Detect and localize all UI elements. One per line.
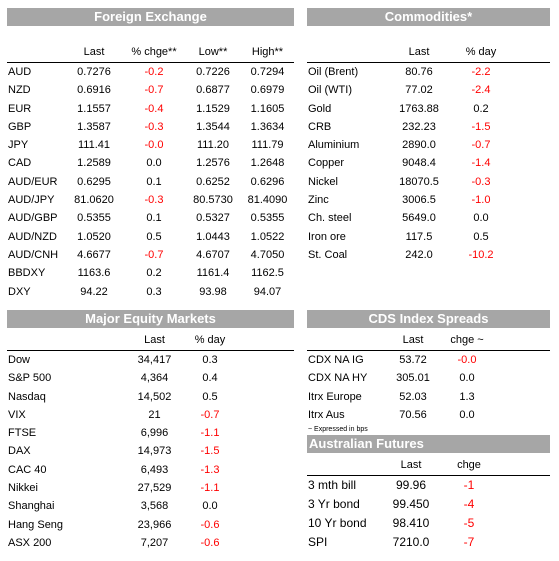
fx-col-last: Last: [83, 46, 105, 58]
cds-cell-chg: 1.3: [459, 390, 475, 403]
commodities-row: [307, 246, 550, 264]
commodities-header-row: [307, 42, 550, 62]
fx-row: [7, 154, 294, 172]
cds-col-last: Last: [402, 334, 424, 346]
commodities-cell-chg: 0.5: [473, 230, 489, 243]
equity-cell-last: 27,529: [137, 482, 172, 495]
commodities-cell-chg: 0.2: [473, 102, 489, 115]
equity-cell-chg: -0.6: [200, 518, 220, 531]
equity-row: [7, 497, 294, 515]
fx-row: [7, 228, 294, 246]
fx-cell-low: 1.0443: [196, 230, 230, 243]
fx-cell-chg: 0.0: [146, 157, 162, 170]
cds-row: [307, 369, 550, 387]
equity-cell-last: 4,364: [140, 372, 169, 385]
fx-cell-high: 111.79: [251, 139, 284, 152]
commodities-row: [307, 209, 550, 227]
commodities-cell-name: Aluminium: [308, 139, 360, 152]
commodities-body: [307, 63, 550, 264]
commodities-cell-chg: -1.0: [471, 194, 491, 207]
commodities-cell-last: 117.5: [405, 230, 433, 243]
fx-cell-last: 111.41: [77, 139, 110, 152]
cds-body: [307, 351, 550, 424]
equity-row: [7, 534, 294, 552]
fx-row: [7, 100, 294, 118]
commodities-cell-name: Gold: [308, 102, 332, 115]
futures-cell-name: 10 Yr bond: [308, 516, 367, 530]
fx-cell-last: 0.7276: [77, 66, 111, 78]
futures-row: [307, 476, 550, 495]
equity-cell-name: FTSE: [8, 427, 37, 440]
fx-row: [7, 191, 294, 209]
fx-cell-chg: 0.2: [146, 267, 162, 280]
equity-cell-chg: 0.3: [202, 354, 218, 366]
commodities-cell-last: 18070.5: [399, 175, 439, 188]
cds-cell-last: 52.03: [399, 390, 427, 403]
futures-row: [307, 514, 550, 533]
fx-cell-name: AUD/CNH: [8, 248, 59, 261]
fx-cell-high: 1.3634: [250, 120, 285, 133]
commodities-cell-chg: -2.4: [471, 84, 491, 97]
equity-col-chg: % day: [194, 334, 226, 346]
equity-cell-name: Nikkei: [8, 482, 38, 495]
futures-cell-name: 3 mth bill: [308, 478, 357, 492]
commodities-panel: [307, 8, 550, 264]
cds-header-row: [307, 330, 550, 350]
cds-cell-name: CDX NA IG: [308, 354, 364, 366]
equity-cell-chg: -1.5: [200, 445, 220, 458]
equity-cell-chg: -1.3: [200, 463, 220, 476]
fx-cell-name: NZD: [8, 84, 31, 97]
equity-cell-last: 7,207: [140, 536, 169, 549]
fx-cell-low: 111.20: [196, 139, 229, 152]
fx-cell-low: 80.5730: [193, 194, 233, 207]
equity-row: [7, 516, 294, 534]
fx-cell-low: 4.6707: [196, 248, 230, 261]
cds-col-chg: chge ~: [450, 334, 484, 346]
cds-cell-last: 305.01: [396, 372, 430, 385]
fx-cell-last: 1.1557: [77, 102, 111, 115]
cds-row: [307, 351, 550, 369]
fx-cell-name: GBP: [8, 120, 32, 133]
equity-cell-last: 6,996: [140, 427, 169, 440]
equity-panel: [7, 310, 294, 552]
equity-body: [7, 351, 294, 552]
futures-header-row: [307, 455, 550, 475]
futures-panel: [307, 435, 550, 552]
fx-cell-high: 1162.5: [251, 267, 284, 280]
fx-cell-high: 1.1605: [250, 102, 285, 115]
equity-col-name: [7, 330, 127, 350]
commodities-row: [307, 154, 550, 172]
fx-cell-high: 1.0522: [250, 230, 285, 243]
fx-cell-high: 0.6296: [250, 175, 285, 188]
futures-cell-chg: -7: [463, 535, 475, 549]
fx-row: [7, 209, 294, 227]
fx-row: [7, 173, 294, 191]
commodities-col-last: Last: [408, 46, 430, 58]
equity-cell-name: ASX 200: [8, 536, 52, 549]
equity-row: [7, 424, 294, 442]
fx-cell-chg: -0.7: [144, 84, 164, 97]
futures-cell-chg: -1: [463, 478, 475, 492]
cds-cell-name: CDX NA HY: [308, 372, 368, 385]
cds-cell-chg: -0.0: [457, 354, 477, 366]
cds-cell-name: Itrx Europe: [308, 390, 362, 403]
cds-row: [307, 388, 550, 406]
fx-row: [7, 246, 294, 264]
commodities-cell-chg: -10.2: [468, 248, 494, 261]
equity-cell-chg: 0.4: [202, 372, 218, 385]
commodities-row: [307, 191, 550, 209]
cds-col-name: [307, 330, 387, 350]
futures-col-chg: chge: [457, 459, 481, 471]
commodities-col-name: [307, 42, 387, 62]
fx-cell-chg: 0.5: [146, 230, 162, 243]
commodities-cell-chg: -1.5: [471, 120, 491, 133]
fx-cell-chg: -0.0: [144, 139, 164, 152]
cds-cell-chg: 0.0: [459, 372, 475, 385]
fx-cell-low: 1.3544: [196, 120, 230, 133]
futures-col-name: [307, 455, 383, 475]
commodities-cell-name: Iron ore: [308, 230, 346, 243]
commodities-title: Commodities*: [307, 8, 550, 26]
fx-cell-high: 0.6979: [250, 84, 285, 97]
equity-cell-chg: -0.6: [200, 536, 220, 549]
fx-cell-name: CAD: [8, 157, 32, 170]
commodities-cell-last: 9048.4: [402, 157, 436, 170]
fx-row: [7, 81, 294, 99]
fx-row: [7, 63, 294, 81]
cds-note: ~ Expressed in bps: [308, 426, 368, 434]
equity-cell-last: 14,502: [137, 390, 172, 403]
commodities-cell-chg: -1.4: [471, 157, 491, 170]
equity-cell-last: 34,417: [137, 354, 172, 366]
equity-cell-chg: -0.7: [200, 408, 220, 421]
cds-cell-name: Itrx Aus: [308, 408, 345, 421]
fx-cell-name: DXY: [8, 285, 31, 298]
cds-row: [307, 406, 550, 424]
fx-col-high: High**: [251, 46, 284, 58]
fx-cell-last: 81.0620: [74, 194, 114, 207]
equity-cell-last: 6,493: [140, 463, 169, 476]
fx-cell-low: 1.2576: [196, 157, 230, 170]
commodities-cell-name: St. Coal: [308, 248, 348, 261]
fx-cell-name: AUD/GBP: [8, 212, 58, 225]
fx-cell-last: 0.5355: [77, 212, 111, 225]
commodities-cell-name: Zinc: [308, 194, 329, 207]
commodities-cell-chg: -0.3: [471, 175, 491, 188]
equity-cell-chg: -1.1: [200, 482, 220, 495]
equity-cell-name: CAC 40: [8, 463, 47, 476]
commodities-cell-name: Ch. steel: [308, 212, 352, 225]
futures-cell-last: 7210.0: [392, 535, 430, 549]
fx-cell-chg: -0.4: [144, 102, 164, 115]
commodities-table: [307, 42, 550, 62]
equity-row: [7, 479, 294, 497]
fx-cell-chg: -0.2: [144, 66, 164, 78]
commodities-cell-last: 80.76: [405, 66, 433, 78]
commodities-cell-name: Oil (WTI): [308, 84, 352, 97]
futures-cell-chg: -4: [463, 497, 475, 511]
equity-cell-last: 23,966: [137, 518, 172, 531]
fx-table: [7, 42, 294, 62]
futures-table: [307, 455, 550, 475]
fx-cell-last: 94.22: [80, 285, 108, 298]
fx-cell-low: 1.1529: [196, 102, 230, 115]
equity-row: [7, 461, 294, 479]
commodities-row: [307, 228, 550, 246]
futures-row: [307, 495, 550, 514]
futures-cell-last: 98.410: [392, 516, 430, 530]
commodities-cell-chg: -2.2: [471, 66, 491, 78]
fx-cell-chg: -0.3: [144, 120, 164, 133]
commodities-cell-name: Nickel: [308, 175, 338, 188]
commodities-col-chg: % day: [465, 46, 497, 58]
equity-row: [7, 406, 294, 424]
fx-cell-chg: 0.1: [146, 175, 162, 188]
fx-cell-name: JPY: [8, 139, 29, 152]
fx-col-chg: % chge**: [131, 46, 177, 58]
fx-cell-name: BBDXY: [8, 267, 46, 280]
commodities-cell-last: 2890.0: [402, 139, 436, 152]
fx-cell-high: 0.5355: [250, 212, 285, 225]
fx-row: [7, 136, 294, 154]
equity-col-last: Last: [144, 334, 165, 346]
equity-cell-last: 3,568: [140, 500, 169, 513]
fx-col-low: Low**: [198, 46, 228, 58]
fx-cell-low: 0.7226: [196, 66, 230, 78]
fx-cell-high: 94.07: [253, 285, 282, 298]
fx-cell-last: 0.6295: [77, 175, 111, 188]
fx-row: [7, 118, 294, 136]
fx-cell-chg: -0.7: [144, 248, 164, 261]
equity-cell-chg: 0.0: [202, 500, 218, 513]
fx-row: [7, 283, 294, 301]
equity-cell-name: Hang Seng: [8, 518, 64, 531]
equity-cell-last: 14,973: [137, 445, 172, 458]
fx-row: [7, 264, 294, 282]
commodities-cell-chg: 0.0: [473, 212, 489, 225]
commodities-cell-last: 3006.5: [402, 194, 436, 207]
fx-cell-low: 0.6252: [196, 175, 230, 188]
equity-row: [7, 369, 294, 387]
cds-cell-last: 70.56: [399, 408, 427, 421]
futures-cell-last: 99.450: [392, 497, 430, 511]
futures-cell-last: 99.96: [395, 478, 427, 492]
equity-cell-name: DAX: [8, 445, 31, 458]
equity-cell-chg: 0.5: [202, 390, 218, 403]
fx-cell-last: 0.6916: [77, 84, 111, 97]
equity-title: Major Equity Markets: [7, 310, 294, 328]
commodities-row: [307, 118, 550, 136]
commodities-row: [307, 173, 550, 191]
cds-cell-chg: 0.0: [459, 408, 475, 421]
commodities-cell-last: 5649.0: [402, 212, 436, 225]
cds-cell-last: 53.72: [399, 354, 427, 366]
commodities-cell-last: 1763.88: [399, 102, 439, 115]
cds-table: [307, 330, 550, 350]
fx-cell-chg: 0.1: [146, 212, 162, 225]
equity-header-row: [7, 330, 294, 350]
commodities-row: [307, 81, 550, 99]
fx-cell-low: 0.6877: [196, 84, 230, 97]
commodities-cell-chg: -0.7: [471, 139, 491, 152]
fx-header-row: [7, 42, 294, 62]
fx-cell-name: AUD/JPY: [8, 194, 55, 207]
futures-title: Australian Futures: [307, 435, 550, 453]
equity-row: [7, 442, 294, 460]
fx-body: [7, 63, 294, 301]
equity-cell-name: Shanghai: [8, 500, 55, 513]
futures-cell-chg: -5: [463, 516, 475, 530]
commodities-cell-last: 242.0: [405, 248, 433, 261]
fx-cell-chg: -0.3: [144, 194, 164, 207]
fx-cell-low: 0.5327: [196, 212, 230, 225]
futures-body: [307, 476, 550, 552]
fx-cell-last: 1.2589: [77, 157, 111, 170]
equity-cell-name: Dow: [8, 354, 31, 366]
futures-cell-name: 3 Yr bond: [308, 497, 360, 511]
commodities-cell-last: 77.02: [405, 84, 433, 97]
fx-cell-name: AUD/NZD: [8, 230, 57, 243]
fx-cell-high: 81.4090: [247, 194, 288, 207]
commodities-row: [307, 63, 550, 81]
equity-cell-name: S&P 500: [8, 372, 52, 385]
equity-cell-name: VIX: [8, 408, 26, 421]
fx-cell-low: 93.98: [199, 285, 227, 298]
cds-title: CDS Index Spreads: [307, 310, 550, 328]
fx-cell-high: 1.2648: [250, 157, 285, 170]
equity-cell-chg: -1.1: [200, 427, 220, 440]
fx-cell-low: 1161.4: [196, 267, 230, 280]
fx-cell-chg: 0.3: [146, 285, 162, 298]
futures-col-last: Last: [400, 459, 422, 471]
commodities-cell-name: CRB: [308, 120, 332, 133]
commodities-cell-name: Oil (Brent): [308, 66, 359, 78]
equity-cell-last: 21: [148, 408, 161, 421]
fx-cell-name: AUD: [8, 66, 32, 78]
commodities-cell-name: Copper: [308, 157, 345, 170]
fx-col-name: [7, 42, 65, 62]
equity-table: [7, 330, 294, 350]
equity-row: [7, 351, 294, 369]
fx-cell-last: 1.0520: [77, 230, 111, 243]
fx-cell-high: 4.7050: [250, 248, 285, 261]
fx-cell-name: EUR: [8, 102, 32, 115]
fx-cell-last: 4.6677: [77, 248, 111, 261]
fx-cell-last: 1163.6: [77, 267, 111, 280]
commodities-row: [307, 100, 550, 118]
fx-cell-high: 0.7294: [250, 66, 285, 78]
commodities-row: [307, 136, 550, 154]
futures-cell-name: SPI: [308, 535, 328, 549]
fx-cell-name: AUD/EUR: [8, 175, 58, 188]
fx-panel: [7, 8, 294, 301]
commodities-cell-last: 232.23: [402, 120, 436, 133]
fx-title: Foreign Exchange: [7, 8, 294, 26]
equity-cell-name: Nasdaq: [8, 390, 46, 403]
cds-panel: [307, 310, 550, 435]
equity-row: [7, 388, 294, 406]
fx-cell-last: 1.3587: [77, 120, 111, 133]
futures-row: [307, 533, 550, 552]
